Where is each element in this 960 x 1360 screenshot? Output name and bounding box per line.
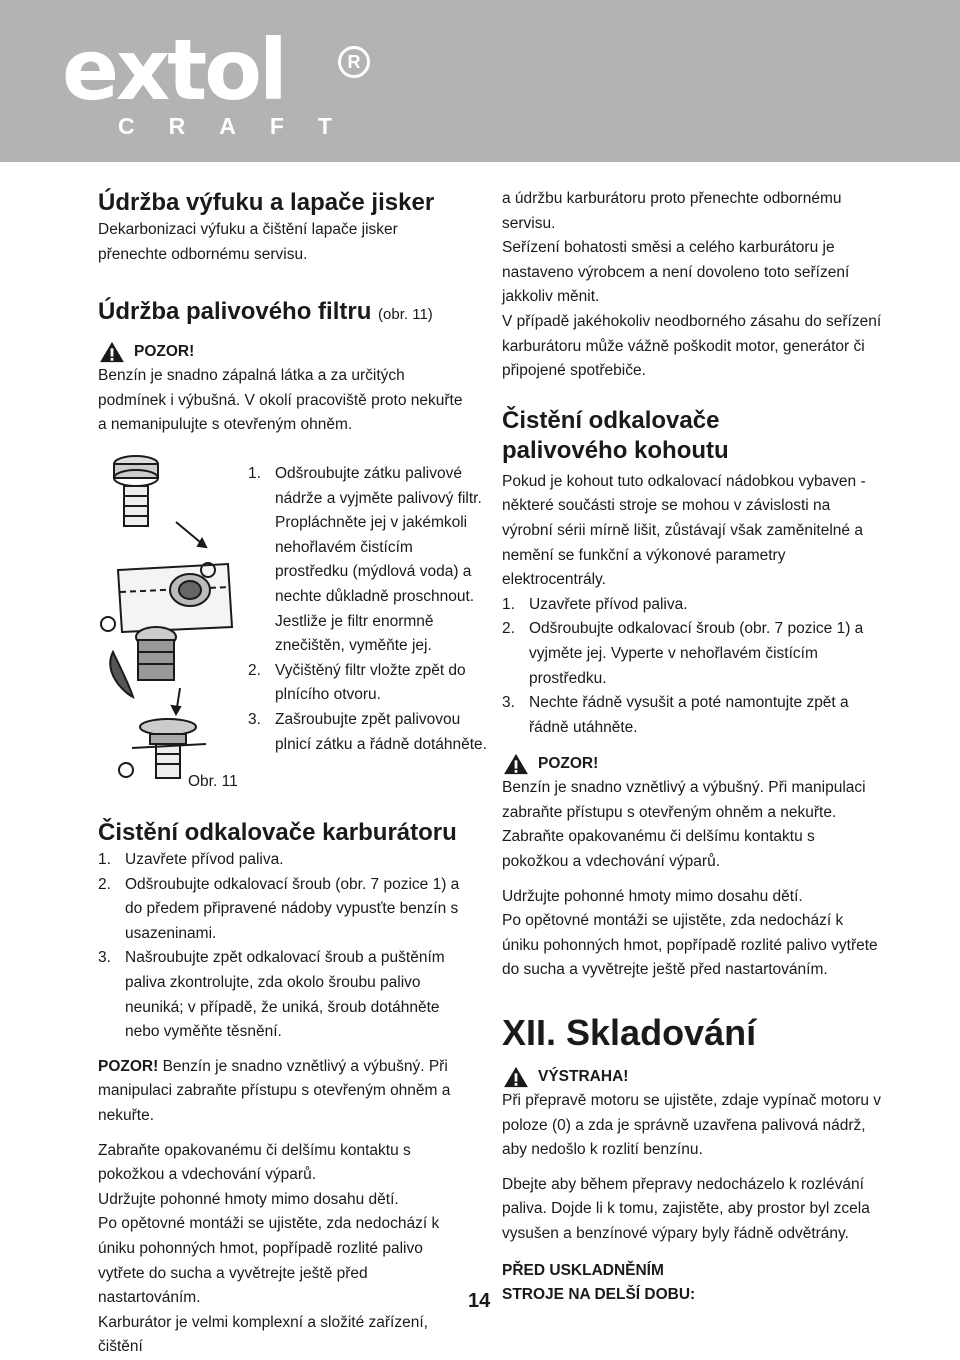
figure-fuel-filter	[98, 452, 248, 792]
step-text: Uzavřete přívod paliva.	[125, 851, 284, 868]
warning-text: Benzín je snadno vznětlivý a výbušný. Při manipulaci zabraňte přístupu s otevřeným ohněm a nekuřte.	[98, 1057, 451, 1124]
paragraph: Benzín je snadno vznětlivý a výbušný. Při manipulaci zabraňte přístupu s otevřeným ohněm a nekuřte. Zabraňte opakovanému či delšímu kontaktu s pokožkou a vdechování výparů.	[502, 779, 866, 871]
section-title-fuel-filter	[98, 297, 468, 330]
subheading-before-storage	[502, 1259, 882, 1308]
step-text: Odšroubujte zátku palivové nádrže a vyjměte palivový filtr. Propláchněte jej v jakémkoli nehořlavém čistícím prostředku (mýdlová voda) a nechte důkladně proschnout. Jestliže je filtr enormně znečištěn, vyměňte jej.	[275, 465, 482, 655]
step-text: Uzavřete přívod paliva.	[529, 595, 688, 613]
list-item	[98, 873, 468, 947]
step-text: Zašroubujte zpět palivovou plnicí zátku a řádně dotáhněte.	[275, 710, 487, 753]
step-number: 3.	[98, 949, 111, 967]
warning-triangle-icon	[98, 341, 126, 363]
left-column	[98, 188, 468, 438]
fuel-tap-steps	[502, 593, 882, 741]
fuel-filter-steps	[248, 462, 488, 757]
step-text: Vyčištěný filtr vložte zpět do plnícího otvoru.	[275, 661, 466, 704]
list-item	[502, 617, 882, 691]
extol-logo	[62, 21, 372, 140]
fuel-filter-figure-ref: (obr. 11)	[378, 306, 433, 324]
list-item	[502, 691, 882, 740]
title-line: palivového kohoutu	[502, 436, 729, 464]
list-item	[248, 708, 488, 757]
warning-label: POZOR!	[538, 755, 599, 773]
step-number: 1.	[98, 851, 111, 868]
step-text: Odšroubujte odkalovací šroub (obr. 7 pozice 1) a do předem připravené nádoby vypusťte benzín s usazeninami.	[125, 875, 460, 942]
step-number: 3.	[502, 694, 515, 712]
list-item	[502, 593, 882, 618]
step-number: 2.	[248, 661, 261, 679]
step-number: 1.	[248, 465, 261, 482]
list-item	[248, 462, 488, 659]
warning-label: POZOR!	[134, 343, 195, 361]
step-number: 2.	[502, 620, 515, 638]
paragraph: V případě jakéhokoliv neodborného zásahu do seřízení karburátoru může vážně poškodit motor, generátor či připojené spotřebiče.	[502, 312, 882, 380]
paragraph: Seřízení bohatosti směsi a celého karburátoru je nastaveno výrobcem a není dovoleno toto seřízení jakkoliv měnit.	[502, 239, 850, 306]
warning-triangle-icon	[502, 753, 530, 775]
step-number: 2.	[98, 875, 111, 893]
paragraph: Karburátor je velmi komplexní a složité zařízení, čištění	[98, 1313, 428, 1356]
subheading-line: PŘED USKLADNĚNÍM	[502, 1261, 664, 1279]
warning-label: VÝSTRAHA!	[538, 1068, 629, 1086]
step-number: 1.	[502, 595, 515, 613]
paragraph: Zabraňte opakovanému či delšímu kontaktu s pokožkou a vdechování výparů.	[98, 1141, 411, 1184]
figure-caption: Obr. 11	[188, 773, 238, 790]
warning-label: POZOR!	[98, 1057, 159, 1075]
logo-wordmark: extol	[62, 21, 285, 119]
list-item	[248, 659, 488, 708]
section-title-carburetor-drain: Čistění odkalovače karburátoru	[98, 819, 457, 846]
paragraph: Udržujte pohonné hmoty mimo dosahu dětí.	[98, 1190, 399, 1208]
registered-mark-icon: R	[338, 46, 370, 78]
paragraph: Udržujte pohonné hmoty mimo dosahu dětí.	[502, 887, 803, 905]
logo-subtitle: CRAFT	[118, 113, 366, 139]
paragraph: Dbejte aby během přepravy nedocházelo k rozlévání paliva. Dojde li k tomu, zajistěte, aby prostor byl zcela vysušen a benzínové výpary byly řádně odvětrány.	[502, 1175, 870, 1242]
paragraph: a údržbu karburátoru proto přenechte odbornému servisu.	[502, 190, 842, 232]
list-item	[98, 946, 468, 1044]
step-text: Nechte řádně vysušit a poté namontujte zpět a řádně utáhněte.	[529, 694, 849, 736]
carburetor-drain-steps	[98, 848, 468, 1045]
step-text: Našroubujte zpět odkalovací šroub a puštěním paliva zkontrolujte, zda okolo šroubu palivo neuniká; v případě, že uniká, šroub dotáhněte nebo vyměňte těsnění.	[125, 949, 445, 1041]
list-item	[98, 848, 468, 873]
warning-caution	[502, 752, 882, 776]
carburetor-warning	[98, 1055, 468, 1129]
fuel-filter-illustration	[98, 452, 248, 792]
step-text: Odšroubujte odkalovací šroub (obr. 7 pozice 1) a vyjměte jej. Vyperte v nehořlavém čistícím prostředku.	[529, 620, 864, 687]
section-title-exhaust: Údržba výfuku a lapače jisker	[98, 189, 435, 216]
left-column-bottom	[98, 818, 468, 1360]
warning-triangle-icon	[502, 1066, 530, 1088]
paragraph: Po opětovné montáži se ujistěte, zda nedochází k úniku pohonných hmot, popřípadě rozlité palivo vytřete do sucha a vyvětrejte ještě před nastartováním.	[98, 1215, 440, 1307]
fuel-filter-warning-text: Benzín je snadno zápalná látka a za určitých podmínek i výbušná. V okolí pracoviště proto nekuřte a nemanipulujte s otevřeným ohněm.	[98, 367, 463, 434]
paragraph: Pokud je kohout tuto odkalovací nádobkou vybaven - některé součásti stroje se mohou v závislosti na výrobní sérii mírně lišit, zůstávají však zaměnitelné a nemění se funkční a výkonové parametry elektrocentrály.	[502, 472, 866, 589]
step-number: 3.	[248, 710, 261, 728]
warning-caution	[502, 1065, 882, 1089]
page-number: 14	[468, 1290, 491, 1312]
paragraph: Po opětovné montáži se ujistěte, zda nedochází k úniku pohonných hmot, popřípadě rozlité palivo vytřete do sucha a vyvětrejte ještě před nastartováním.	[502, 912, 878, 979]
section-title-fuel-tap	[502, 406, 882, 466]
section-title-storage: XII. Skladování	[502, 1012, 757, 1054]
right-column	[502, 187, 882, 1308]
warning-caution	[98, 340, 468, 364]
fuel-filter-title: Údržba palivového filtru	[98, 298, 372, 326]
subheading-line: STROJE NA DELŠÍ DOBU:	[502, 1286, 696, 1304]
title-line: Čistění odkalovače	[502, 406, 720, 434]
paragraph: Při přepravě motoru se ujistěte, zdaje vypínač motoru v poloze (0) a zda je správně uzavřena palivová nádrž, aby nedošlo k rozlití benzínu.	[502, 1092, 882, 1159]
header-band	[0, 0, 960, 162]
exhaust-text: Dekarbonizaci výfuku a čištění lapače jisker přenechte odbornému servisu.	[98, 221, 398, 263]
